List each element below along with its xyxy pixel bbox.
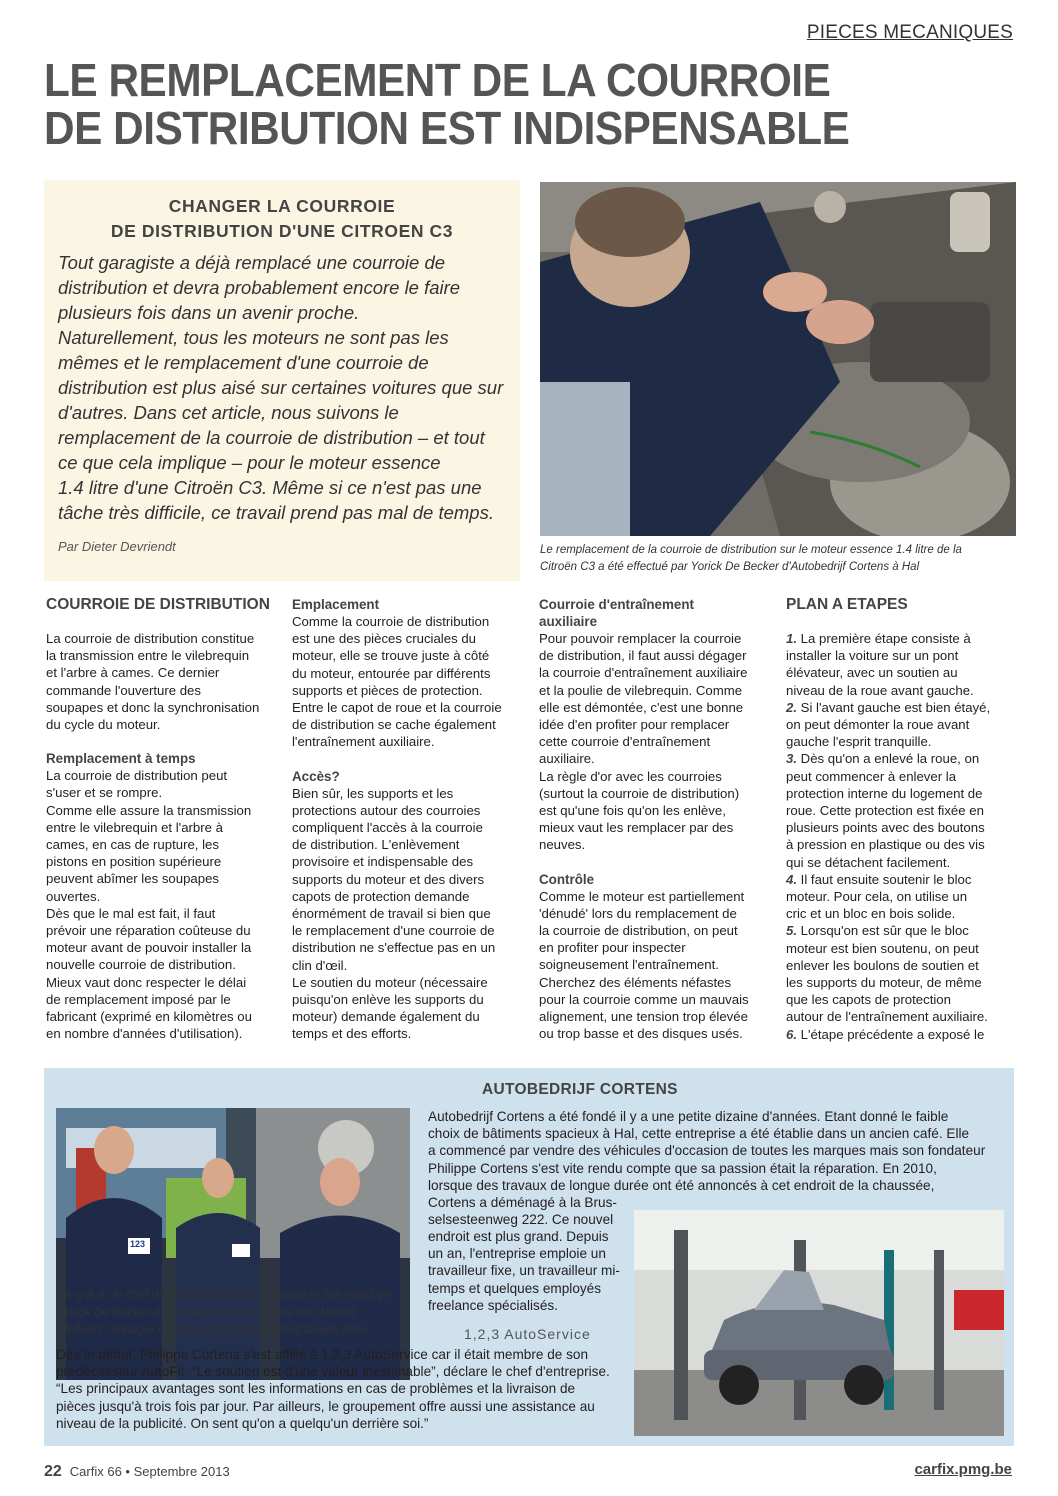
- text-line: en nombre d'années d'utilisation).: [46, 1026, 243, 1042]
- text-line: s'user et se rompre.: [46, 785, 163, 801]
- step-text: niveau de la roue avant gauche.: [786, 682, 974, 698]
- heading-line: auxiliaire: [539, 614, 598, 629]
- text-line: Bien sûr, les supports et les: [292, 785, 454, 801]
- step-line: [786, 905, 1018, 922]
- company-heading: AUTOBEDRIJF CORTENS: [482, 1081, 678, 1098]
- text-line: supports du moteur et des divers: [292, 871, 485, 887]
- text-line: puisqu'on enlève les supports du: [292, 992, 484, 1008]
- text-line: est une des pièces cruciales du: [292, 631, 477, 647]
- text-line: prédécesseur AutoFit. “Le soutien est d'une valeur inestimable”, déclare le chef d'entreprise.: [56, 1364, 610, 1380]
- text-line: entre le vilebrequin et l'arbre à: [46, 819, 223, 835]
- text-line: freelance spécialisés.: [428, 1297, 558, 1313]
- text-line: temps et quelques employés: [428, 1280, 602, 1296]
- text-line: Pour pouvoir remplacer la courroie: [539, 631, 742, 646]
- text-line: le remplacement d'une courroie de: [292, 923, 495, 939]
- text-line: “Les principaux avantages sont les informations en cas de problèmes et la livraison de: [56, 1381, 576, 1397]
- step-line: [786, 1008, 1018, 1025]
- intro-line: Naturellement, tous les moteurs ne sont pas les: [58, 327, 449, 348]
- text-line: pour la courroie comme un mauvais: [539, 991, 749, 1007]
- text-line: Cortens a déménagé à la Brus-: [428, 1195, 617, 1211]
- text-line: Le soutien du moteur (nécessaire: [292, 974, 488, 990]
- step-text: gauche l'esprit tranquille.: [786, 734, 932, 750]
- text-line: peuvent abîmer les soupapes: [46, 871, 220, 887]
- col2-subheading-1: Emplacement: [292, 597, 380, 612]
- text-line: Dès que le mal est fait, il faut: [46, 905, 216, 921]
- step-line: [786, 682, 1018, 699]
- text-line: La courroie de distribution peut: [46, 768, 228, 784]
- step-line: [786, 922, 1018, 939]
- step-line: [786, 630, 1018, 647]
- text-line: distribution ne s'effectue pas en un: [292, 940, 496, 956]
- text-line: choix de bâtiments spacieux à Hal, cette entreprise a été établie dans un ancien café. Elle: [428, 1126, 970, 1142]
- intro-line: ce que cela implique – pour le moteur essence: [58, 452, 441, 473]
- page-number: 22: [44, 1463, 62, 1480]
- text-line: l'entraînement auxiliaire.: [292, 734, 435, 750]
- intro-line: d'autres. Dans cet article, nous suivons le: [58, 402, 399, 423]
- text-line: clin d'œil.: [292, 957, 348, 973]
- intro-text: [58, 250, 506, 525]
- step-text: plusieurs points avec des boutons: [786, 820, 985, 836]
- intro-line: Tout garagiste a déjà remplacé une courroie de: [58, 252, 446, 273]
- step-number: 2.: [786, 699, 797, 715]
- step-text: autour de l'entraînement auxiliaire.: [786, 1009, 988, 1025]
- text-line: Comme la courroie de distribution: [292, 614, 490, 629]
- caption-line: Le remplacement de la courroie de distribution sur le moteur essence 1.4 litre de la: [540, 544, 962, 556]
- step-line: [786, 647, 1018, 664]
- text-line: Comme elle assure la transmission: [46, 802, 252, 818]
- step-line: [786, 854, 1018, 871]
- intro-line: distribution est plus aisé sur certaines voitures que sur: [58, 377, 504, 398]
- intro-line: mêmes et le remplacement d'une courroie de: [58, 352, 429, 373]
- step-line: [786, 871, 1018, 888]
- step-line: [786, 940, 1018, 957]
- step-text: L'étape précédente a exposé le: [800, 1026, 985, 1042]
- step-text: installer la voiture sur un pont: [786, 648, 959, 664]
- text-line: en profiter pour inspecter: [539, 940, 686, 956]
- text-line: Comme le moteur est partiellement: [539, 888, 745, 904]
- col1-heading: COURROIE DE DISTRIBUTION: [46, 596, 270, 613]
- text-line: cette courroie d'entraînement: [539, 734, 711, 750]
- text-line: ou trop basse et des disques usés.: [539, 1026, 743, 1042]
- step-text: les supports du moteur, de même: [786, 975, 982, 991]
- text-line: et la poulie de vilebrequin. Comme: [539, 682, 743, 698]
- engine-photo: [540, 182, 1016, 536]
- step-text: moteur. Pour cela, on utilise un: [786, 889, 968, 905]
- team-photo: [56, 1108, 410, 1380]
- title-line-1: LE REMPLACEMENT DE LA COURROIE: [44, 54, 831, 106]
- intro-heading-line: DE DISTRIBUTION D'UNE CITROEN C3: [110, 221, 454, 241]
- issue-info: Carfix 66 • Septembre 2013: [69, 1464, 230, 1479]
- text-line: Dès le début, Philippe Cortens s'est affilié à 1,2,3 AutoService car il était membre de son: [56, 1347, 589, 1362]
- step-text: Lorsqu'on est sûr que le bloc: [800, 923, 969, 939]
- col1-paragraph-1: [46, 630, 278, 733]
- footer-url[interactable]: carfix.pmg.be: [914, 1461, 1012, 1478]
- col2-subheading-2: Accès?: [292, 768, 340, 784]
- col2-paragraph-1: [292, 613, 524, 751]
- text-line: prévoir une réparation coûteuse du: [46, 923, 251, 939]
- step-line: [786, 664, 1018, 681]
- step-text: élévateur, avec un soutien au: [786, 665, 958, 681]
- text-line: pistons en position supérieure: [46, 854, 222, 870]
- text-line: du cycle du moteur.: [46, 717, 161, 733]
- text-line: moteur avant de pouvoir installer la: [46, 940, 252, 956]
- step-line: [786, 1026, 1018, 1043]
- text-line: compliquent l'accès à la courroie: [292, 820, 483, 836]
- text-line: temps et des efforts.: [292, 1026, 412, 1042]
- column-2: [292, 596, 524, 1043]
- step-text: La première étape consiste à: [800, 631, 971, 646]
- byline: Par Dieter Devriendt: [58, 539, 176, 554]
- step-1: [786, 630, 1018, 699]
- step-text: Si l'avant gauche est bien étayé,: [800, 699, 991, 715]
- step-line: [786, 836, 1018, 853]
- text-line: énormément de travail si bien que: [292, 906, 491, 922]
- step-4: [786, 871, 1018, 923]
- text-line: est qu'une fois qu'on les enlève,: [539, 803, 726, 819]
- caption-line: Yorick De Becker d'Autobedrijf Cortens ainsi que Michel: [58, 1304, 355, 1319]
- text-line: Philippe Cortens s'est vite rendu compte que sa passion était la réparation. En 2010,: [428, 1160, 937, 1176]
- text-line: provisoire et indispensable des: [292, 854, 474, 870]
- step-text: protection interne du logement de: [786, 785, 983, 801]
- text-line: Cherchez des éléments néfastes: [539, 974, 732, 990]
- article-title: [44, 56, 946, 152]
- intro-heading-line: CHANGER LA COURROIE: [168, 196, 396, 216]
- text-line: fabricant (exprimé en kilomètres ou: [46, 1009, 252, 1025]
- step-text: on peut démonter la roue avant: [786, 717, 970, 733]
- step-line: [786, 768, 1018, 785]
- step-text: peut commencer à enlever la: [786, 768, 957, 784]
- text-line: soigneusement l'entraînement.: [539, 957, 719, 973]
- text-line: (surtout la courroie de distribution): [539, 785, 740, 801]
- step-text: cric et un bloc en bois solide.: [786, 906, 956, 922]
- step-number: 3.: [786, 751, 797, 767]
- text-line: cames, en cas de rupture, les: [46, 837, 219, 853]
- text-line: de distribution. L'enlèvement: [292, 837, 460, 853]
- title-line-2: DE DISTRIBUTION EST INDISPENSABLE: [44, 102, 850, 154]
- company-text-bottom: [56, 1346, 632, 1432]
- company-text-narrow: [428, 1228, 636, 1314]
- text-line: ouvertes.: [46, 888, 101, 904]
- caption-line: De g.à d.: le chef d'entreprise Philippe Cortens et son employé: [58, 1287, 391, 1301]
- step-text: que les capots de protection: [786, 992, 951, 1008]
- text-line: Entre le capot de roue et la courroie: [292, 700, 502, 716]
- text-line: alignement, une tension trop élevée: [539, 1009, 748, 1025]
- step-line: [786, 699, 1018, 716]
- text-line: et l'arbre à cames. Ce dernier: [46, 665, 220, 681]
- col4-heading: PLAN A ETAPES: [786, 596, 908, 613]
- column-1: [46, 596, 278, 1042]
- step-3: [786, 750, 1018, 870]
- text-line: de remplacement imposé par le: [46, 991, 231, 1007]
- text-line: protections autour des courroies: [292, 802, 481, 818]
- step-number: 6.: [786, 1026, 797, 1042]
- intro-line: 1.4 litre d'une Citroën C3. Même si ce n'est pas une: [58, 477, 482, 498]
- text-line: neuves.: [539, 837, 586, 853]
- step-text: roue. Cette protection est fixée en: [786, 803, 984, 819]
- step-text: à pression en plastique ou des vis: [786, 837, 985, 853]
- intro-box: [44, 180, 520, 581]
- step-2: [786, 699, 1018, 751]
- text-line: la courroie de distribution, on peut: [539, 923, 738, 939]
- text-line: de distribution, il faut aussi dégager: [539, 648, 747, 664]
- text-line: pièces jusqu'à trois fois par jour. Par ailleurs, le groupement offre aussi une assistance au: [56, 1398, 595, 1414]
- step-line: [786, 819, 1018, 836]
- text-line: travailleur fixe, un travailleur mi-: [428, 1263, 620, 1279]
- step-text: Il faut ensuite soutenir le bloc: [800, 871, 972, 887]
- text-line: mieux vaut les remplacer par des: [539, 820, 734, 836]
- service-heading: 1,2,3 AutoService: [464, 1326, 591, 1342]
- step-number: 5.: [786, 923, 797, 939]
- text-line: du moteur, entourée par différents: [292, 665, 491, 681]
- step-line: [786, 888, 1018, 905]
- engine-photo-caption: [540, 542, 1016, 576]
- col3-paragraph-2: [539, 888, 771, 1043]
- step-number: 1.: [786, 631, 797, 646]
- text-line: nouvelle courroie de distribution.: [46, 957, 236, 973]
- text-line: capots de protection demande: [292, 888, 470, 904]
- step-number: 4.: [786, 871, 797, 887]
- text-line: soupapes et donc la synchronisation: [46, 699, 260, 715]
- text-line: niveau de la publicité. On sent qu'on a quelqu'un derrière soi.”: [56, 1415, 429, 1431]
- step-text: qui se détachent facilement.: [786, 854, 951, 870]
- intro-line: distribution et devra probablement encore le faire: [58, 277, 461, 298]
- text-line: idée d'en profiter pour remplacer: [539, 717, 730, 733]
- step-line: [786, 733, 1018, 750]
- section-label: PIECES MECANIQUES: [806, 22, 1013, 43]
- col3-subheading-1: [539, 596, 771, 630]
- text-line: auxiliaire.: [539, 751, 595, 767]
- text-line: moteur, elle se trouve juste à côté: [292, 648, 490, 664]
- text-line: 'dénudé' lors du remplacement de: [539, 905, 737, 921]
- heading-line: Courroie d'entraînement: [539, 597, 694, 612]
- intro-line: tâche très difficile, ce travail prend pas mal de temps.: [58, 502, 494, 523]
- text-line: endroit est plus grand. Depuis: [428, 1229, 609, 1244]
- col1-paragraph-2: [46, 767, 278, 1042]
- text-line: La règle d'or avec les courroies: [539, 768, 722, 784]
- text-line: La courroie de distribution constitue: [46, 631, 255, 646]
- text-line: selsesteenweg 222. Ce nouvel: [428, 1212, 614, 1228]
- caption-line: Citroën C3 a été effectué par Yorick De Becker d'Autobedrijf Cortens à Hal: [540, 561, 920, 573]
- text-line: supports et pièces de protection.: [292, 682, 483, 698]
- step-5: [786, 922, 1018, 1025]
- company-box: [44, 1068, 1014, 1446]
- step-line: [786, 974, 1018, 991]
- column-4: [786, 596, 1018, 1043]
- col3-subheading-2: Contrôle: [539, 871, 595, 887]
- garage-photo: [634, 1210, 1004, 1436]
- team-badge: 123: [130, 1239, 146, 1249]
- step-6: [786, 1026, 1018, 1043]
- col3-paragraph-1: [539, 630, 771, 854]
- text-line: commande l'ouverture des: [46, 682, 201, 698]
- text-line: a commencé par vendre des véhicules d'occasion de toutes les marques mais son fondateur: [428, 1143, 986, 1159]
- intro-heading: [58, 194, 506, 244]
- step-line: [786, 716, 1018, 733]
- footer-issue: [44, 1463, 230, 1481]
- text-line: Autobedrijf Cortens a été fondé il y a une petite dizaine d'années. Etant donné le faible: [428, 1109, 949, 1124]
- team-caption: [58, 1286, 408, 1339]
- step-line: [786, 785, 1018, 802]
- text-line: de distribution se cache également: [292, 717, 496, 733]
- text-line: lorsque des travaux de longue durée ont été annoncés à cet endroit de la chaussée,: [428, 1177, 935, 1193]
- step-line: [786, 991, 1018, 1008]
- col1-subheading: Remplacement à temps: [46, 751, 196, 767]
- step-line: [786, 750, 1018, 767]
- text-line: la courroie d'entraînement auxiliaire: [539, 665, 748, 681]
- step-line: [786, 957, 1018, 974]
- text-line: moteur) demande également du: [292, 1009, 480, 1025]
- step-text: moteur est bien soutenu, on peut: [786, 940, 979, 956]
- col2-paragraph-2: [292, 785, 524, 1043]
- step-line: [786, 802, 1018, 819]
- intro-line: plusieurs fois dans un avenir proche.: [58, 302, 360, 323]
- step-text: Dès qu'on a enlevé la roue, on: [800, 751, 980, 767]
- column-3: [539, 596, 771, 1042]
- text-line: la transmission entre le vilebrequin: [46, 648, 250, 664]
- intro-line: remplacement de la courroie de distribution – et tout: [58, 427, 485, 448]
- text-line: un an, l'entreprise emploie un: [428, 1246, 606, 1262]
- text-line: elle est démontée, c'est une bonne: [539, 699, 744, 715]
- text-line: Mieux vaut donc respecter le délai: [46, 974, 247, 990]
- caption-line: Mullaert, manager de support de garage chez Doyen Auto: [58, 1322, 367, 1336]
- step-text: enlever les boulons de soutien et: [786, 957, 979, 973]
